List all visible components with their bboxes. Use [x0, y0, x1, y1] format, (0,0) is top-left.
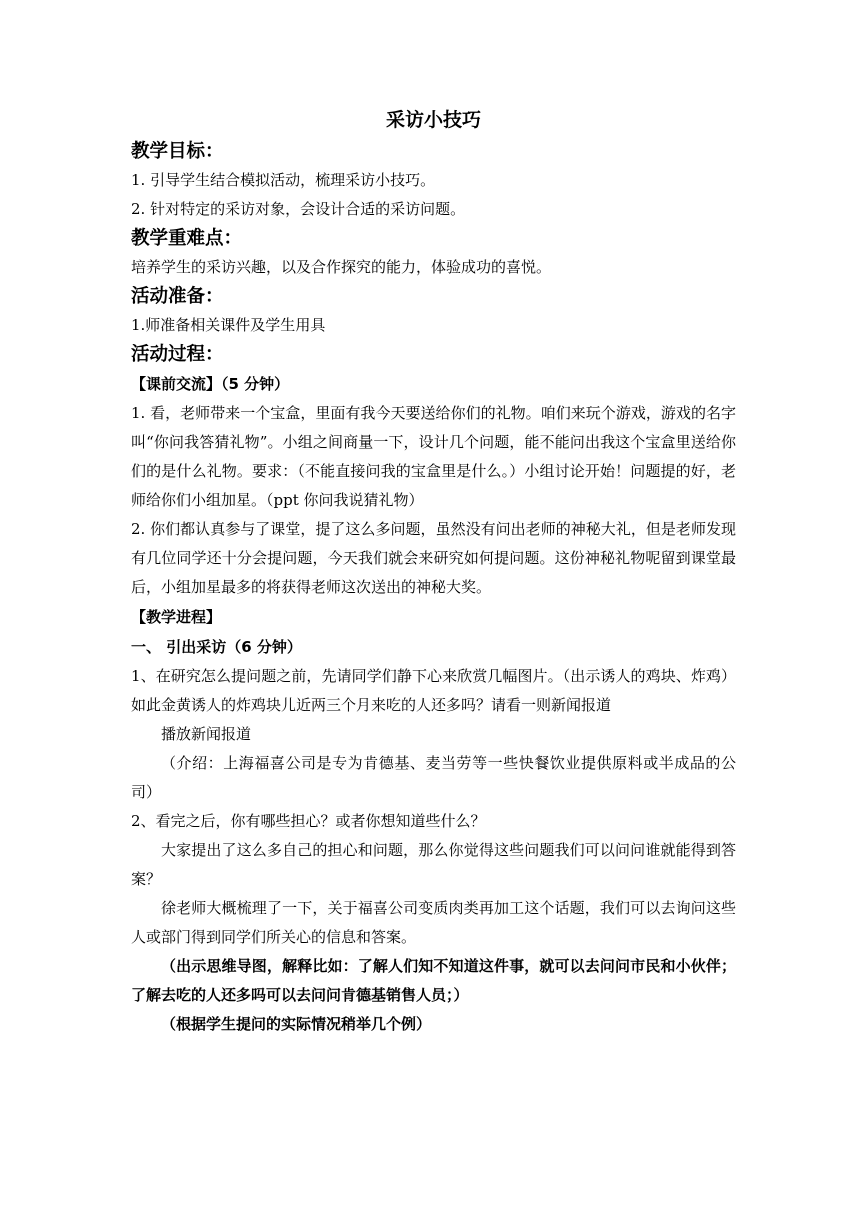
- document-title: 采访小技巧: [385, 109, 481, 131]
- prep-text: 1.师准备相关课件及学生用具: [131, 316, 326, 334]
- teaching-paragraph-8: （根据学生提问的实际情况稍举几个例）: [161, 1015, 432, 1033]
- goal-item-1: 1. 引导学生结合模拟活动，梳理采访小技巧。: [131, 171, 436, 189]
- teaching-paragraph-4: 2、看完之后，你有哪些担心？或者你想知道些什么？: [131, 812, 486, 830]
- teaching-paragraph-2: 播放新闻报道: [161, 725, 252, 743]
- teaching-paragraph-7: （出示思维导图，解释比如：了解人们知不知道这件事，就可以去问问市民和小伙伴；了解去吃的人还多吗可以去问问肯德基销售人员；）: [131, 957, 736, 1004]
- prep-heading: 活动准备：: [131, 286, 224, 307]
- key-points-text: 培养学生的采访兴趣，以及合作探究的能力，体验成功的喜悦。: [131, 258, 552, 276]
- pre-class-heading: 【课前交流】（5 分钟）: [131, 375, 290, 393]
- part1-heading: 一、 引出采访（6 分钟）: [131, 638, 302, 656]
- document-page: [131, 104, 736, 1039]
- key-points-heading: 教学重难点：: [131, 228, 243, 249]
- goal-item-2: 2. 针对特定的采访对象，会设计合适的采访问题。: [131, 200, 466, 218]
- process-heading: 活动过程：: [131, 344, 224, 365]
- teaching-paragraph-3: （介绍：上海福喜公司是专为肯德基、麦当劳等一些快餐饮业提供原料或半成品的公司）: [131, 754, 736, 801]
- goals-heading: 教学目标：: [131, 141, 224, 162]
- teaching-paragraph-1: 1、在研究怎么提问题之前，先请同学们静下心来欣赏几幅图片。（出示诱人的鸡块、炸鸡）如此金黄诱人的炸鸡块儿近两三个月来吃的人还多吗？请看一则新闻报道: [131, 667, 736, 714]
- teaching-paragraph-5: 大家提出了这么多自己的担心和问题，那么你觉得这些问题我们可以问问谁就能得到答案？: [131, 841, 736, 888]
- pre-class-paragraph-1: 1. 看，老师带来一个宝盒，里面有我今天要送给你们的礼物。咱们来玩个游戏，游戏的名字叫“你问我答猜礼物”。小组之间商量一下，设计几个问题，能不能问出我这个宝盒里送给你们的是什么礼物。要求：（不能直接问我的宝盒里是什么。）小组讨论开始！问题提的好，老师给你们小组加星。（ppt 你问我说猜礼物）: [131, 404, 736, 509]
- teaching-paragraph-6: 徐老师大概梳理了一下，关于福喜公司变质肉类再加工这个话题，我们可以去询问这些人或部门得到同学们所关心的信息和答案。: [131, 899, 736, 946]
- teaching-heading: 【教学进程】: [131, 608, 222, 626]
- pre-class-paragraph-2: 2. 你们都认真参与了课堂，提了这么多问题，虽然没有问出老师的神秘大礼，但是老师发现有几位同学还十分会提问题，今天我们就会来研究如何提问题。这份神秘礼物呢留到课堂最后，小组加星最多的将获得老师这次送出的神秘大奖。: [131, 520, 736, 596]
